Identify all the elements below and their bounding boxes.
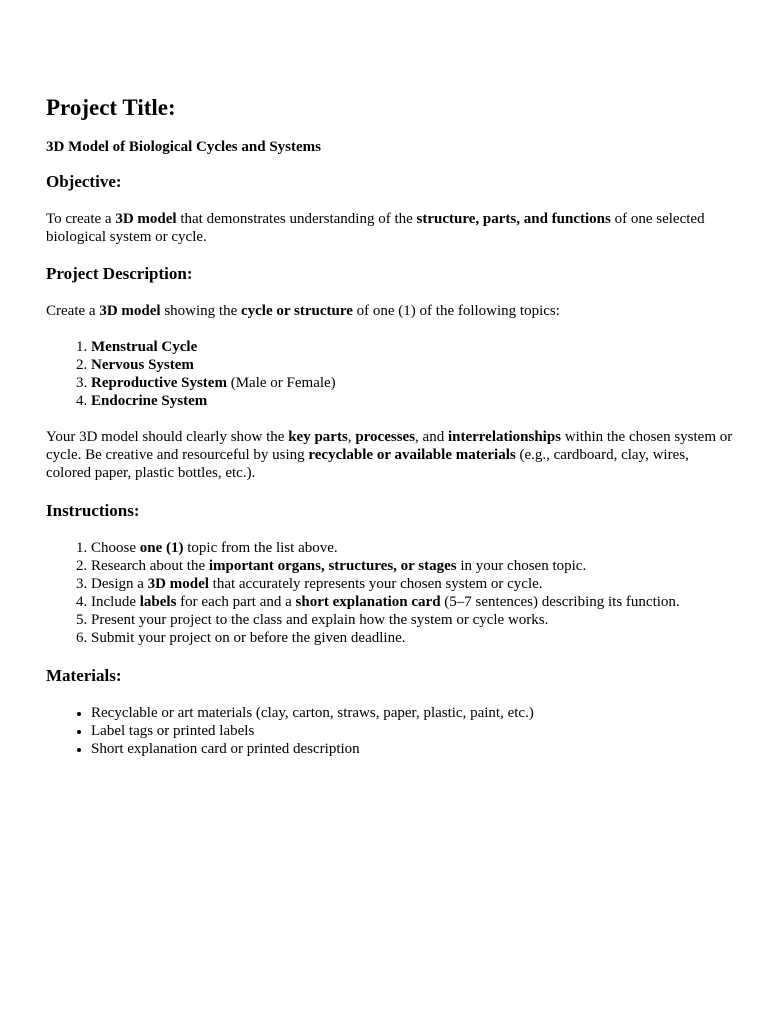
bold-run: labels (139, 594, 177, 610)
text-run: in your chosen topic. (456, 558, 587, 574)
instruction-item (91, 539, 736, 557)
materials-heading: Materials: (46, 666, 122, 685)
topic-item (91, 356, 736, 374)
text-run: within the chosen system or cycle. Be creative and resourceful by using (46, 429, 733, 463)
text-run: (e.g., cardboard, clay, wires, colored paper, plastic bottles, etc.). (46, 447, 689, 481)
text-run: Design a (91, 576, 148, 592)
instruction-item (91, 575, 736, 593)
text-run: Your 3D model should clearly show the (46, 429, 289, 445)
text-run: showing the (160, 303, 241, 319)
text-run: , and (415, 429, 448, 445)
bold-run: 3D model (147, 576, 209, 592)
project-title-heading: Project Title: (46, 95, 176, 120)
text-run: topic from the list above. (183, 540, 338, 556)
text-run: , (347, 429, 356, 445)
material-item: • Label tags or printed labels (91, 722, 736, 740)
bold-run: processes (355, 429, 416, 445)
document-page (46, 94, 736, 758)
topic-note: (Male or Female) (226, 375, 336, 391)
text-run: To create a (46, 211, 116, 227)
topic-name: Menstrual Cycle (91, 339, 198, 355)
text-run: of one selected biological system or cycle. (46, 211, 705, 245)
topic-name: Nervous System (91, 357, 194, 373)
material-item: • Short explanation card or printed description (91, 740, 736, 758)
topics-list (46, 338, 736, 410)
bold-run: 3D model (115, 211, 177, 227)
bold-run: one (1) (139, 540, 184, 556)
bold-run: key parts (288, 429, 348, 445)
text-run: Submit your project on or before the given deadline. (91, 630, 406, 646)
text-run: that demonstrates understanding of the (176, 211, 417, 227)
instruction-item (91, 611, 736, 629)
project-subtitle: 3D Model of Biological Cycles and Systems (46, 139, 321, 155)
project-description-heading: Project Description: (46, 264, 193, 283)
topic-item (91, 338, 736, 356)
text-run: of one (1) of the following topics: (352, 303, 560, 319)
topic-item (91, 392, 736, 410)
topic-name: Endocrine System (91, 393, 208, 409)
topic-item (91, 374, 736, 392)
bold-run: cycle or structure (240, 303, 353, 319)
text-run: Present your project to the class and explain how the system or cycle works. (91, 612, 549, 628)
materials-list (46, 704, 736, 758)
instruction-item (91, 593, 736, 611)
text-run: Research about the (91, 558, 209, 574)
bold-run: interrelationships (447, 429, 562, 445)
description-paragraph (46, 428, 736, 482)
description-intro (46, 302, 736, 320)
text-run: Create a (46, 303, 100, 319)
instructions-list (46, 539, 736, 647)
text-run: Choose (91, 540, 140, 556)
instruction-item (91, 629, 736, 647)
bold-run: recyclable or available materials (308, 447, 516, 463)
instructions-heading: Instructions: (46, 501, 140, 520)
material-item: • Recyclable or art materials (clay, carton, straws, paper, plastic, paint, etc.) (91, 704, 736, 722)
objective-heading: Objective: (46, 172, 122, 191)
bold-run: structure, parts, and functions (416, 211, 611, 227)
text-run: Include (91, 594, 140, 610)
instruction-item (91, 557, 736, 575)
objective-paragraph (46, 210, 736, 246)
bold-run: important organs, structures, or stages (208, 558, 457, 574)
topic-name: Reproductive System (91, 375, 227, 391)
bold-run: 3D model (99, 303, 161, 319)
bold-run: short explanation card (295, 594, 441, 610)
text-run: (5–7 sentences) describing its function. (440, 594, 680, 610)
text-run: that accurately represents your chosen system or cycle. (208, 576, 543, 592)
text-run: for each part and a (176, 594, 296, 610)
